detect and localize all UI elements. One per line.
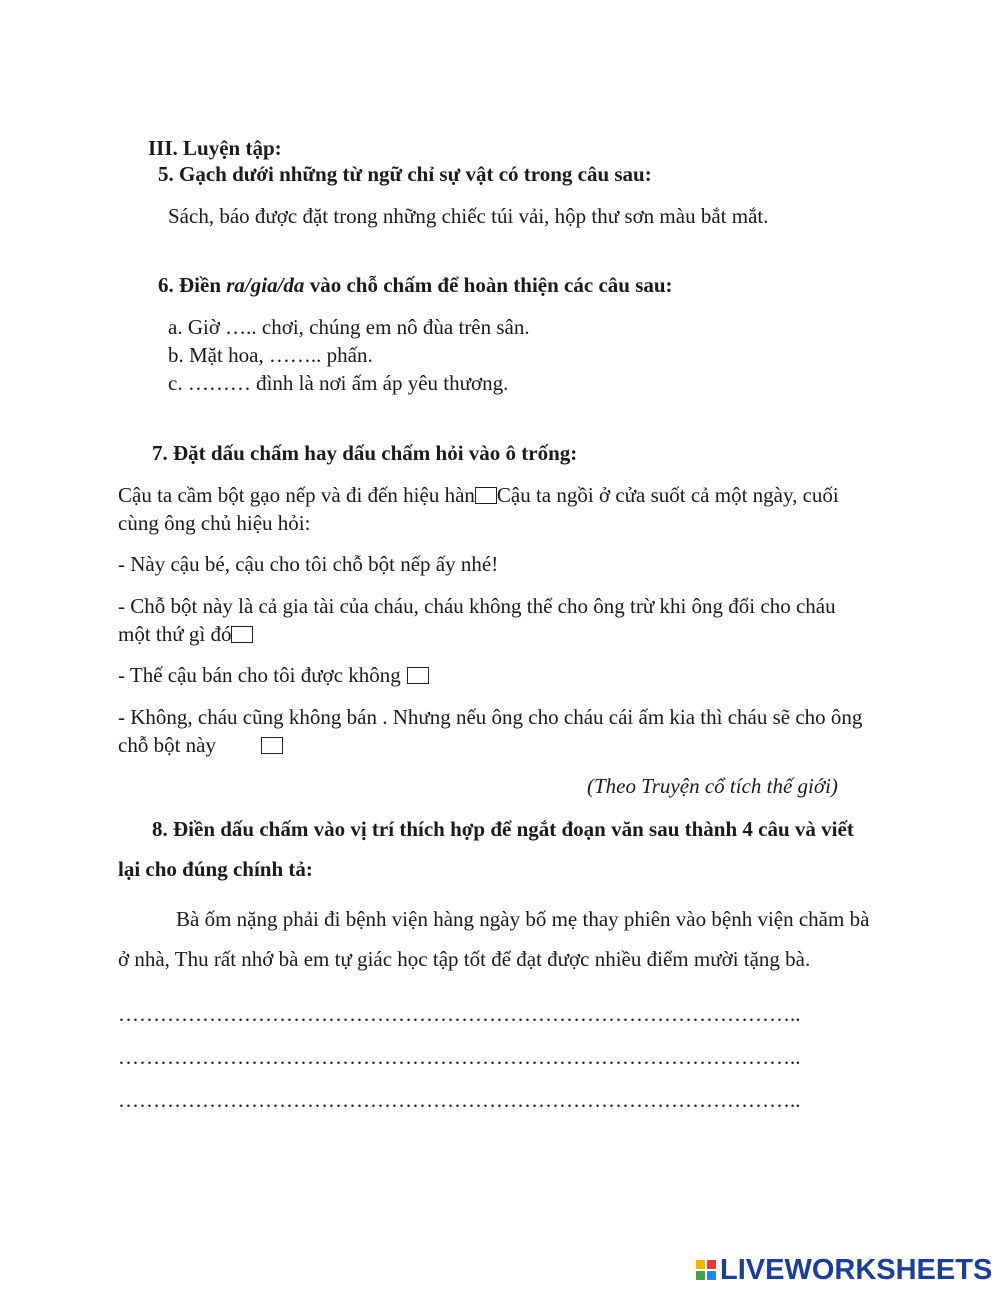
- q8-title: 8. Điền dấu chấm vào vị trí thích hợp để ngắt đoạn văn sau thành 4 câu và viết: [152, 817, 854, 841]
- q6-title-post: vào chỗ chấm để hoàn thiện các câu sau:: [304, 273, 673, 297]
- q7-p5-line-2: [118, 731, 283, 759]
- q7-p1-text-a: Cậu ta cầm bột gạo nếp và đi đến hiệu hàn: [118, 483, 475, 507]
- q7-title: 7. Đặt dấu chấm hay dấu chấm hỏi vào ô trống:: [152, 441, 578, 465]
- logo-square-1: [696, 1260, 705, 1269]
- q6-item-c[interactable]: c. ……… đình là nơi ấm áp yêu thương.: [168, 371, 509, 395]
- q7-p3-line-2: [118, 620, 253, 648]
- liveworksheets-logo-icon: [696, 1260, 716, 1280]
- q7-source: (Theo Truyện cổ tích thế giới): [587, 774, 838, 798]
- q7-paragraph-2: - Này cậu bé, cậu cho tôi chỗ bột nếp ấy nhé!: [118, 552, 499, 576]
- q6-item-a[interactable]: a. Giờ ….. chơi, chúng em nô đùa trên sân.: [168, 315, 530, 339]
- q7-p3-text-b: một thứ gì đó: [118, 622, 232, 646]
- q7-paragraph-5: - Không, cháu cũng không bán . Nhưng nếu ông cho cháu cái ấm kia thì cháu sẽ cho ông: [118, 705, 863, 729]
- q7-p1-text-b: Cậu ta ngồi ở cửa suốt cả một ngày, cuối: [496, 483, 839, 507]
- logo-square-2: [707, 1260, 716, 1269]
- q7-paragraph-4: [118, 661, 429, 689]
- q8-paragraph: Bà ốm nặng phải đi bệnh viện hàng ngày bố mẹ thay phiên vào bệnh viện chăm bà: [176, 907, 870, 931]
- answer-line-1[interactable]: ……………………………………………………………………………………..: [118, 1002, 801, 1026]
- q5-sentence[interactable]: Sách, báo được đặt trong những chiếc túi vải, hộp thư sơn màu bắt mắt.: [168, 204, 769, 228]
- answer-box-1[interactable]: [475, 487, 497, 504]
- q7-p4-text: - Thế cậu bán cho tôi được không: [118, 663, 401, 687]
- section-title: III. Luyện tập:: [148, 136, 282, 160]
- q7-paragraph-3: - Chỗ bột này là cả gia tài của cháu, cháu không thể cho ông trừ khi ông đổi cho cháu: [118, 594, 836, 618]
- logo-square-3: [696, 1271, 705, 1280]
- answer-box-3[interactable]: [407, 667, 429, 684]
- answer-box-2[interactable]: [231, 626, 253, 643]
- q7-p5-text-b: chỗ bột này: [118, 733, 216, 757]
- q6-item-b[interactable]: b. Mặt hoa, …….. phấn.: [168, 343, 373, 367]
- q5-title: 5. Gạch dưới những từ ngữ chỉ sự vật có trong câu sau:: [158, 162, 652, 186]
- liveworksheets-logo: [696, 1255, 992, 1285]
- answer-line-3[interactable]: ……………………………………………………………………………………..: [118, 1088, 801, 1112]
- q8-paragraph-line-2: ở nhà, Thu rất nhớ bà em tự giác học tập tốt để đạt được nhiều điểm mười tặng bà.: [118, 947, 811, 971]
- q8-title-line-2: lại cho đúng chính tả:: [118, 857, 313, 881]
- q6-title: [158, 271, 673, 299]
- q7-paragraph-1: [118, 481, 839, 509]
- q6-title-emphasis: ra/gia/da: [226, 273, 305, 297]
- answer-line-2[interactable]: ……………………………………………………………………………………..: [118, 1045, 801, 1069]
- answer-box-4[interactable]: [261, 737, 283, 754]
- q6-title-pre: 6. Điền: [158, 273, 227, 297]
- logo-text: LIVEWORKSHEETS: [720, 1254, 993, 1286]
- logo-square-4: [707, 1271, 716, 1280]
- q7-p1-line-2: cùng ông chủ hiệu hỏi:: [118, 511, 311, 535]
